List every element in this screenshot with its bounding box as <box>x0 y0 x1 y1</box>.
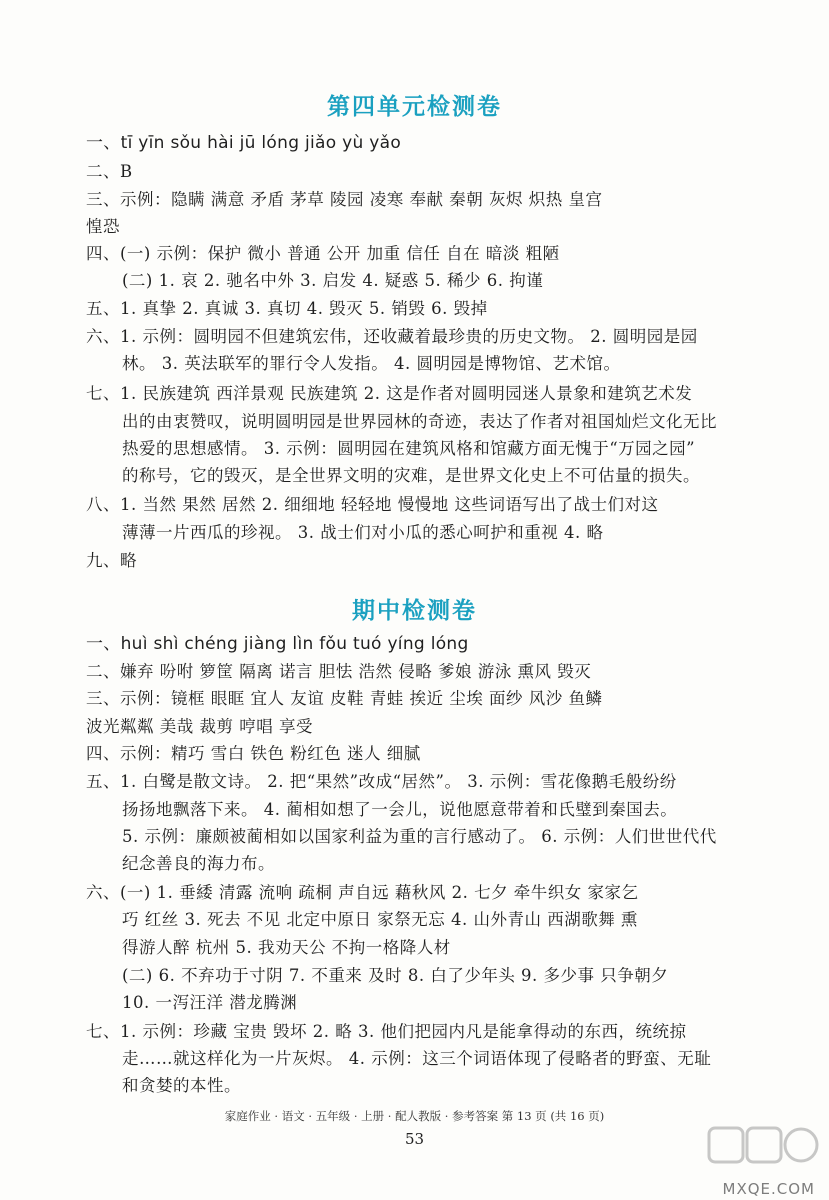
midterm-line-1: 一、huì shì chéng jiàng lìn fǒu tuó yíng lóng <box>86 634 469 654</box>
unit4-line-2: 二、B <box>86 162 133 181</box>
unit4-line-9: 林。 3. 英法联军的罪行令人发指。 4. 圆明园是博物馆、艺术馆。 <box>122 354 621 373</box>
footer-caption: 家庭作业 · 语文 · 五年级 · 上册 · 配人教版 · 参考答案 第 13 页 (共 16 页) <box>224 1109 605 1123</box>
watermark-text: MXQE.COM <box>722 1180 815 1198</box>
midterm-line-17: 和贪婪的本性。 <box>122 1076 241 1095</box>
unit4-line-13: 的称号，它的毁灭，是全世界文明的灾难，是世界文化史上不可估量的损失。 <box>122 466 700 485</box>
unit4-line-6: (二) 1. 哀 2. 驰名中外 3. 启发 4. 疑惑 5. 稀少 6. 拘谨 <box>122 271 544 290</box>
midterm-line-10: 六、(一) 1. 垂緌 清露 流响 疏桐 声自远 藉秋风 2. 七夕 牵牛织女 家家乞 <box>86 883 639 902</box>
midterm-line-6: 五、1. 白鹭是散文诗。 2. 把“果然”改成“居然”。 3. 示例：雪花像鹅毛般纷纷 <box>86 772 677 791</box>
unit4-title: 第四单元检测卷 <box>327 93 502 120</box>
unit4-line-14: 八、1. 当然 果然 居然 2. 细细地 轻轻地 慢慢地 这些词语写出了战士们对这 <box>86 495 659 514</box>
unit4-line-12: 热爱的思想感情。 3. 示例：圆明园在建筑风格和馆藏方面无愧于“万园之园” <box>122 439 696 458</box>
midterm-line-5: 四、示例：精巧 雪白 铁色 粉红色 迷人 细腻 <box>86 744 421 763</box>
unit4-line-1: 一、tī yīn sǒu hài jū lóng jiǎo yù yǎo <box>86 133 402 153</box>
page-number: 53 <box>404 1130 425 1148</box>
midterm-line-15: 七、1. 示例：珍藏 宝贵 毁坏 2. 略 3. 他们把园内凡是能拿得动的东西，统统掠 <box>86 1022 687 1041</box>
midterm-line-9: 纪念善良的海力布。 <box>122 854 275 873</box>
unit4-line-8: 六、1. 示例：圆明园不但建筑宏伟，还收藏着最珍贵的历史文物。 2. 圆明园是园 <box>86 327 698 346</box>
midterm-line-11: 巧 红丝 3. 死去 不见 北定中原日 家祭无忘 4. 山外青山 西湖歌舞 熏 <box>122 910 638 929</box>
midterm-line-12: 得游人醉 杭州 5. 我劝天公 不拘一格降人材 <box>122 938 451 957</box>
midterm-line-4: 波光粼粼 美哉 裁剪 哼唱 享受 <box>86 717 313 736</box>
unit4-line-15: 薄薄一片西瓜的珍视。 3. 战士们对小瓜的悉心呵护和重视 4. 略 <box>122 523 604 542</box>
midterm-line-8: 5. 示例：廉颇被蔺相如以国家利益为重的言行感动了。 6. 示例：人们世世代代 <box>122 827 717 846</box>
unit4-line-5: 四、(一) 示例：保护 微小 普通 公开 加重 信任 自在 暗淡 粗陋 <box>86 244 560 263</box>
midterm-line-16: 走……就这样化为一片灰烬。 4. 示例：这三个词语体现了侵略者的野蛮、无耻 <box>122 1049 712 1068</box>
unit4-line-4: 惶恐 <box>86 217 120 236</box>
midterm-line-14: 10. 一泻汪洋 潜龙腾渊 <box>122 993 298 1012</box>
unit4-line-10: 七、1. 民族建筑 西洋景观 民族建筑 2. 这是作者对圆明园迷人景象和建筑艺术发 <box>86 384 693 403</box>
midterm-title: 期中检测卷 <box>352 597 477 624</box>
unit4-line-11: 出的由衷赞叹，说明圆明园是世界园林的奇迹，表达了作者对祖国灿烂文化无比 <box>122 412 717 431</box>
midterm-line-2: 二、嫌弃 吩咐 箩筐 隔离 诺言 胆怯 浩然 侵略 爹娘 游泳 熏风 毁灭 <box>86 662 592 681</box>
unit4-line-7: 五、1. 真挚 2. 真诚 3. 真切 4. 毁灭 5. 销毁 6. 毁掉 <box>86 299 488 318</box>
midterm-line-13: (二) 6. 不弃功于寸阴 7. 不重来 及时 8. 白了少年头 9. 多少事 只争朝夕 <box>122 966 669 985</box>
unit4-line-3: 三、示例：隐瞒 满意 矛盾 茅草 陵园 凌寒 奉献 秦朝 灰烬 炽热 皇宫 <box>86 190 603 209</box>
unit4-line-16: 九、略 <box>86 551 137 570</box>
midterm-line-3: 三、示例：镜框 眼眶 宜人 友谊 皮鞋 青蛙 挨近 尘埃 面纱 风沙 鱼鳞 <box>86 689 603 708</box>
midterm-line-7: 扬扬地飘落下来。 4. 蔺相如想了一会儿，说他愿意带着和氏璧到秦国去。 <box>122 800 678 819</box>
